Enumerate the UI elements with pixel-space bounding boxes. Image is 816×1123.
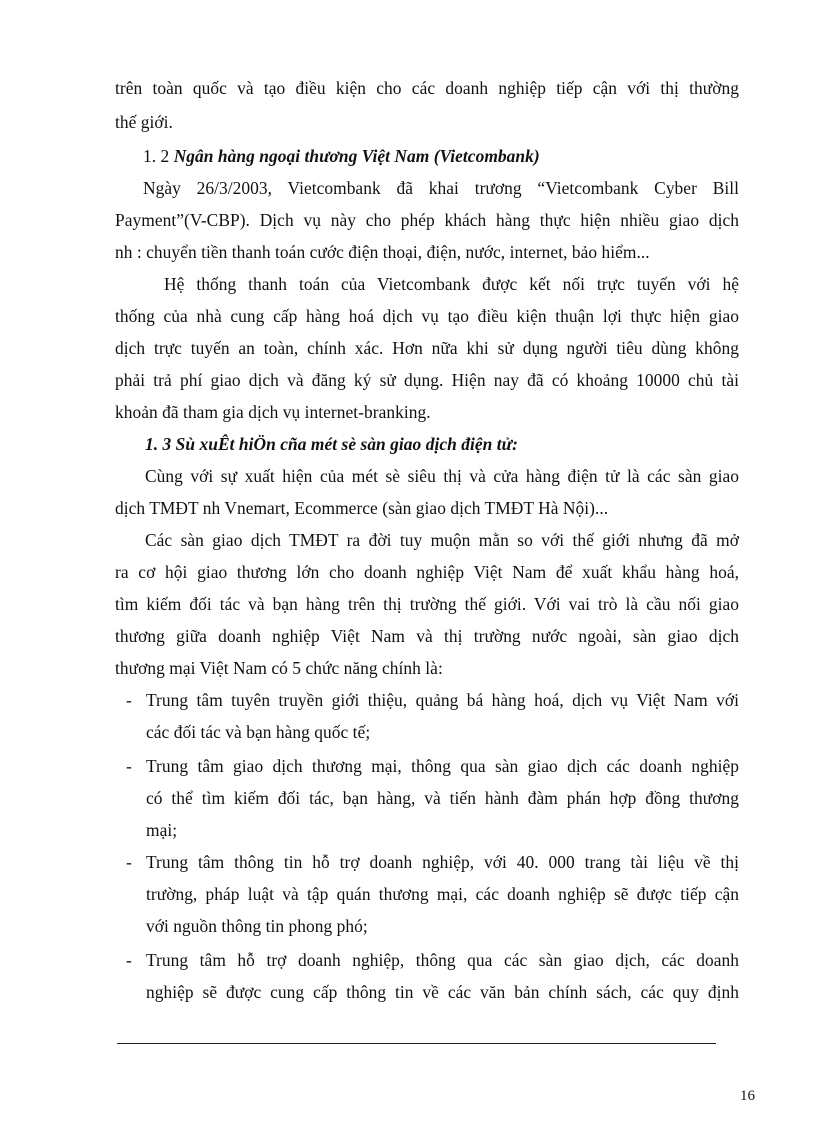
bullet-item-line: có thể tìm kiếm đối tác, bạn hàng, và tiến hành đàm phán hợp đồng thương xyxy=(146,788,739,808)
paragraph-line: phải trả phí giao dịch và đăng ký sử dụng. Hiện nay đã có khoảng 10000 chủ tài xyxy=(115,370,739,390)
section-heading-exchanges: 1. 3 Sù xuÊt hiÖn cña mét sè sàn giao dịch điện tử: xyxy=(145,434,518,454)
section-title: Ngân hàng ngoại thương Việt Nam (Vietcombank) xyxy=(173,146,540,166)
paragraph-line: thế giới. xyxy=(115,112,173,132)
paragraph-line: dịch TMĐT nh Vnemart, Ecommerce (sàn giao dịch TMĐT Hà Nội)... xyxy=(115,498,609,518)
paragraph-line: Hệ thống thanh toán của Vietcombank được kết nối trực tuyến với hệ xyxy=(164,274,739,294)
paragraph-line: tìm kiếm đối tác và bạn hàng trên thị trường thế giới. Với vai trò là cầu nối giao xyxy=(115,594,739,614)
bullet-marker: - xyxy=(126,690,132,710)
paragraph-line: Ngày 26/3/2003, Vietcombank đã khai trương “Vietcombank Cyber Bill xyxy=(143,178,739,198)
bullet-item-line: với nguồn thông tin phong phó; xyxy=(146,916,368,936)
bullet-item-line: Trung tâm hỗ trợ doanh nghiệp, thông qua các sàn giao dịch, các doanh xyxy=(146,950,739,970)
paragraph-line: thương mại Việt Nam có 5 chức năng chính là: xyxy=(115,658,443,678)
footer-rule xyxy=(117,1043,716,1044)
section-number: 1. 2 xyxy=(143,146,174,166)
bullet-item-line: trường, pháp luật và tập quán thương mại, các doanh nghiệp sẽ được tiếp cận xyxy=(146,884,739,904)
bullet-marker: - xyxy=(126,852,132,872)
paragraph-line: Các sàn giao dịch TMĐT ra đời tuy muộn mằn so với thế giới nhưng đã mở xyxy=(145,530,739,550)
paragraph-line: thương giữa doanh nghiệp Việt Nam và thị trường nước ngoài, sàn giao dịch xyxy=(115,626,739,646)
bullet-item-line: Trung tâm tuyên truyền giới thiệu, quảng bá hàng hoá, dịch vụ Việt Nam với xyxy=(146,690,739,710)
bullet-marker: - xyxy=(126,950,132,970)
bullet-item-line: Trung tâm thông tin hỗ trợ doanh nghiệp, với 40. 000 trang tài liệu về thị xyxy=(146,852,739,872)
paragraph-line: thống của nhà cung cấp hàng hoá dịch vụ tạo điều kiện thuận lợi thực hiện giao xyxy=(115,306,739,326)
bullet-marker: - xyxy=(126,756,132,776)
bullet-item-line: các đối tác và bạn hàng quốc tế; xyxy=(146,722,371,742)
paragraph-line: Cùng với sự xuất hiện của mét sè siêu thị và cửa hàng điện tử là các sàn giao xyxy=(145,466,739,486)
page-number: 16 xyxy=(740,1088,755,1104)
paragraph-line: nh : chuyển tiền thanh toán cước điện thoại, điện, nước, internet, bảo hiểm... xyxy=(115,242,650,262)
paragraph-line: khoản đã tham gia dịch vụ internet-branking. xyxy=(115,402,431,422)
paragraph-line: dịch trực tuyến an toàn, chính xác. Hơn nữa khi sử dụng người tiêu dùng không xyxy=(115,338,739,358)
paragraph-line: trên toàn quốc và tạo điều kiện cho các doanh nghiệp tiếp cận với thị thường xyxy=(115,78,739,98)
bullet-item-line: mại; xyxy=(146,820,178,840)
bullet-item-line: Trung tâm giao dịch thương mại, thông qua sàn giao dịch các doanh nghiệp xyxy=(146,756,739,776)
section-heading-vietcombank xyxy=(143,146,739,166)
paragraph-line: ra cơ hội giao thương lớn cho doanh nghiệp Việt Nam để xuất khẩu hàng hoá, xyxy=(115,562,739,582)
bullet-item-line: nghiệp sẽ được cung cấp thông tin về các văn bản chính sách, các quy định xyxy=(146,982,739,1002)
paragraph-line: Payment”(V-CBP). Dịch vụ này cho phép khách hàng thực hiện nhiều giao dịch xyxy=(115,210,739,230)
